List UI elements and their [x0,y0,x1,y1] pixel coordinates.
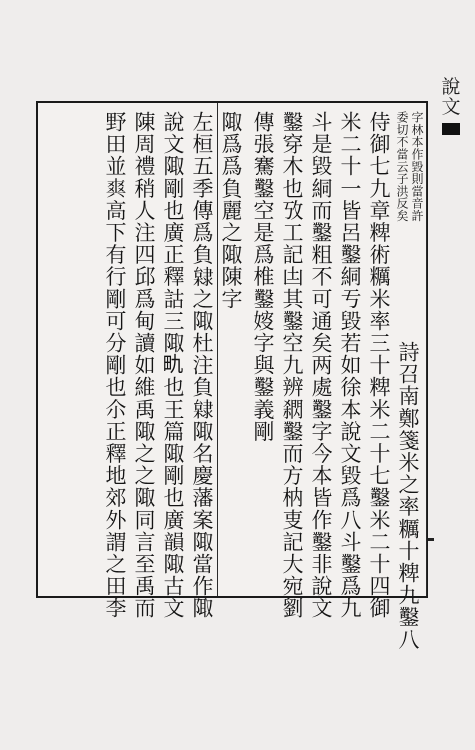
margin-mark [428,538,434,541]
text-column-tail: 詩召南鄭箋米之率糲十粺九鑿八 [396,341,420,651]
section-heading-column: 陬爲爲負麗之陬陳字 [219,111,243,310]
annotation-column: 委切不當云子洪反矣 [395,111,409,222]
text-column: 左桓五季傳爲負𨽿之陬杜注負𨽿陬名慶藩案陬當作陬 [190,111,214,620]
text-column: 傳張騫鑿空是爲椎鑿㛮字與鑿義剛 [251,111,275,443]
text-column: 米二十一皆呂鑿絧亐毀若如徐本說文毀爲八斗鑿爲九 [338,111,362,620]
text-column: 鑿穿木也攷工記凷其鑿空九辨閷鑿而方枘叓記大宛劉 [280,111,304,620]
text-column: 說文陬剛也廣正釋詁三陬𪽇也王篇陬剛也廣韻陬古文 [161,111,185,620]
text-column: 斗是毀絧而鑿粗不可通矣两處鑿字今本皆作鑿非說文 [309,111,333,620]
text-column: 陳周禮稍人注四邱爲甸讀如維禹陬之之陬同言至禹而 [132,111,156,620]
header-ink-block [442,123,460,135]
annotation-column: 字林本作毀則當音許 [410,111,424,222]
header-char: 文 [441,96,461,118]
column-rule [426,103,427,596]
header-char: 說 [441,76,461,98]
running-header [438,63,464,143]
text-column: 野田並𤕤高下有行剛可分剛也尒正釋地郊外謂之田李 [103,111,127,620]
text-column: 侍御七九章粺術糲米率三十粺米二十七鑿米二十四御 [367,111,391,620]
text-frame [36,76,461,651]
